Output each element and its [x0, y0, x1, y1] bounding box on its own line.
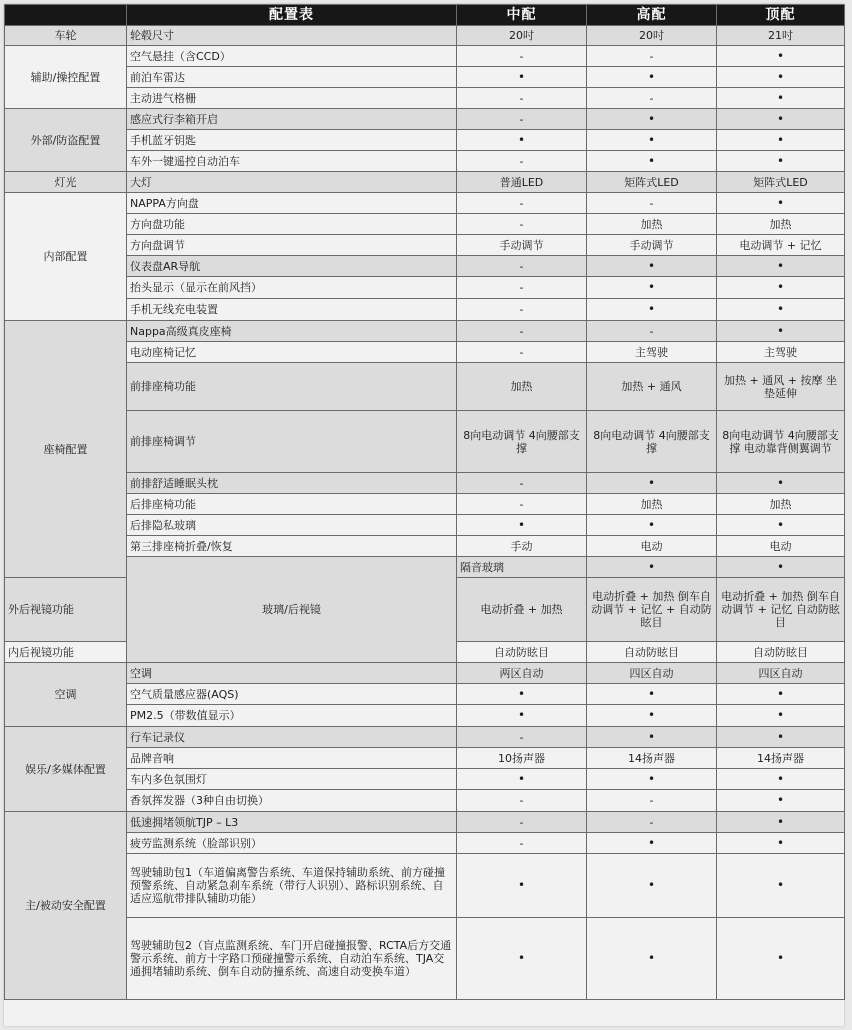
- mid-trim-value: -: [457, 727, 587, 748]
- category-cell: 座椅配置: [5, 321, 127, 578]
- top-trim-value: •: [717, 193, 845, 214]
- feature-name-cell: 车内多色氛围灯: [127, 769, 457, 790]
- high-trim-value: 14扬声器: [587, 748, 717, 769]
- mid-trim-value: -: [457, 256, 587, 277]
- mid-trim-value: 两区自动: [457, 663, 587, 684]
- feature-name-cell: 方向盘功能: [127, 214, 457, 235]
- high-trim-value: 加热: [587, 214, 717, 235]
- feature-name-cell: 内后视镜功能: [5, 642, 127, 663]
- mid-trim-value: -: [457, 321, 587, 342]
- table-row: [5, 299, 845, 321]
- high-trim-value: -: [587, 321, 717, 342]
- mid-trim-value: -: [457, 151, 587, 172]
- high-trim-value: -: [587, 46, 717, 67]
- header-row: [5, 5, 845, 26]
- top-trim-value: 矩阵式LED: [717, 172, 845, 193]
- high-trim-value: 四区自动: [587, 663, 717, 684]
- mid-trim-value: -: [457, 214, 587, 235]
- high-trim-value: -: [587, 790, 717, 812]
- top-trim-value: •: [717, 67, 845, 88]
- top-trim-value: •: [717, 473, 845, 494]
- mid-trim-value: 手动: [457, 536, 587, 557]
- high-trim-value: 自动防眩目: [587, 642, 717, 663]
- feature-name-cell: 感应式行李箱开启: [127, 109, 457, 130]
- high-trim-value: •: [587, 151, 717, 172]
- table-row: [5, 515, 845, 536]
- table-row: [5, 918, 845, 1000]
- table-row: [5, 748, 845, 769]
- mid-trim-value: •: [457, 705, 587, 727]
- high-trim-value: •: [587, 256, 717, 277]
- feature-name-cell: 空调: [127, 663, 457, 684]
- high-trim-value: •: [717, 557, 845, 578]
- feature-name-cell: 前排舒适睡眠头枕: [127, 473, 457, 494]
- table-row: [5, 727, 845, 748]
- high-trim-value: •: [587, 854, 717, 918]
- table-row: [5, 790, 845, 812]
- table-row: [5, 256, 845, 277]
- mid-trim-value: -: [457, 790, 587, 812]
- high-trim-value: -: [587, 88, 717, 109]
- category-cell: 外部/防盗配置: [5, 109, 127, 172]
- high-trim-value: 加热 + 通风: [587, 363, 717, 411]
- table-row: [5, 494, 845, 515]
- mid-trim-value: •: [457, 67, 587, 88]
- high-trim-value: 电动折叠 + 加热 倒车自动调节 + 记忆 + 自动防眩目: [587, 578, 717, 642]
- high-trim-value: •: [587, 727, 717, 748]
- mid-trim-value: 10扬声器: [457, 748, 587, 769]
- mid-trim-value: -: [457, 277, 587, 299]
- feature-name-cell: 前排座椅调节: [127, 411, 457, 473]
- feature-name-cell: 大灯: [127, 172, 457, 193]
- mid-trim-value: •: [457, 918, 587, 1000]
- high-trim-value: 矩阵式LED: [587, 172, 717, 193]
- top-trim-value: •: [717, 790, 845, 812]
- top-trim-value: •: [717, 88, 845, 109]
- mid-trim-value: 手动调节: [457, 235, 587, 256]
- top-trim-value: 电动折叠 + 加热 倒车自动调节 + 记忆 自动防眩目: [717, 578, 845, 642]
- top-trim-value: 14扬声器: [717, 748, 845, 769]
- table-row: [5, 342, 845, 363]
- feature-name-cell: 低速拥堵领航TJP – L3: [127, 812, 457, 833]
- high-trim-value: 电动: [587, 536, 717, 557]
- high-trim-value: -: [587, 193, 717, 214]
- table-row: [5, 130, 845, 151]
- mid-trim-value: •: [457, 854, 587, 918]
- mid-trim-value: •: [457, 684, 587, 705]
- top-trim-value: 电动: [717, 536, 845, 557]
- top-trim-value: •: [717, 515, 845, 536]
- high-trim-value: 20吋: [587, 26, 717, 46]
- top-trim-value: 电动调节 + 记忆: [717, 235, 845, 256]
- table-row: [5, 705, 845, 727]
- feature-name-cell: 空气悬挂（含CCD）: [127, 46, 457, 67]
- feature-name-cell: 方向盘调节: [127, 235, 457, 256]
- mid-trim-value: 普通LED: [457, 172, 587, 193]
- mid-trim-value: -: [457, 193, 587, 214]
- table-row: [5, 663, 845, 684]
- feature-name-cell: 电动座椅记忆: [127, 342, 457, 363]
- trim-high-header: 高配: [587, 5, 717, 26]
- mid-trim-value: -: [457, 833, 587, 854]
- feature-name-cell: 前排座椅功能: [127, 363, 457, 411]
- mid-trim-value: -: [457, 46, 587, 67]
- top-trim-value: •: [717, 46, 845, 67]
- category-cell: 娱乐/多媒体配置: [5, 727, 127, 812]
- high-trim-value: •: [587, 277, 717, 299]
- mid-trim-value: -: [457, 473, 587, 494]
- category-cell: 内部配置: [5, 193, 127, 321]
- feature-name-cell: 品牌音响: [127, 748, 457, 769]
- table-row: [5, 193, 845, 214]
- config-table: [4, 4, 845, 1000]
- feature-name-cell: 空气质量感应器(AQS): [127, 684, 457, 705]
- feature-name-cell: Nappa高级真皮座椅: [127, 321, 457, 342]
- top-trim-value: •: [717, 705, 845, 727]
- mid-trim-value: -: [457, 299, 587, 321]
- top-trim-value: •: [717, 299, 845, 321]
- top-trim-value: •: [717, 256, 845, 277]
- category-cell: 主/被动安全配置: [5, 812, 127, 1000]
- high-trim-value: •: [587, 705, 717, 727]
- high-trim-value: •: [587, 130, 717, 151]
- high-trim-value: •: [587, 684, 717, 705]
- feature-name-cell: 后排隐私玻璃: [127, 515, 457, 536]
- mid-trim-value: -: [457, 812, 587, 833]
- top-trim-value: •: [717, 130, 845, 151]
- mid-trim-value: 电动折叠 + 加热: [457, 578, 587, 642]
- category-cell: 辅助/操控配置: [5, 46, 127, 109]
- mid-trim-value: •: [457, 769, 587, 790]
- feature-name-cell: 抬头显示（显示在前风挡）: [127, 277, 457, 299]
- category-cell: 车轮: [5, 26, 127, 46]
- feature-name-cell: 隔音玻璃: [457, 557, 587, 578]
- header-blank: [5, 5, 127, 26]
- table-row: [5, 235, 845, 256]
- top-trim-value: •: [717, 918, 845, 1000]
- spec-sheet: [4, 4, 844, 1026]
- table-row: [5, 172, 845, 193]
- high-trim-value: -: [587, 812, 717, 833]
- top-trim-value: 主驾驶: [717, 342, 845, 363]
- table-row: [5, 684, 845, 705]
- top-trim-value: 加热: [717, 494, 845, 515]
- high-trim-value: 8向电动调节 4向腰部支撑: [587, 411, 717, 473]
- feature-name-cell: 行车记录仪: [127, 727, 457, 748]
- top-trim-value: 加热: [717, 214, 845, 235]
- high-trim-value: 加热: [587, 494, 717, 515]
- table-row: [5, 321, 845, 342]
- top-trim-value: •: [717, 854, 845, 918]
- mid-trim-value: 20吋: [457, 26, 587, 46]
- table-row: [5, 363, 845, 411]
- table-row: [5, 473, 845, 494]
- mid-trim-value: •: [457, 515, 587, 536]
- category-cell: 空调: [5, 663, 127, 727]
- feature-name-cell: 第三排座椅折叠/恢复: [127, 536, 457, 557]
- feature-name-cell: 手机无线充电装置: [127, 299, 457, 321]
- table-row: [5, 854, 845, 918]
- table-row: [5, 46, 845, 67]
- feature-name-cell: PM2.5（带数值显示）: [127, 705, 457, 727]
- table-row: [5, 833, 845, 854]
- high-trim-value: •: [587, 299, 717, 321]
- top-trim-value: •: [717, 277, 845, 299]
- top-trim-value: •: [717, 321, 845, 342]
- top-trim-value: •: [717, 833, 845, 854]
- feature-name-cell: 香氛挥发器（3种自由切换）: [127, 790, 457, 812]
- top-trim-value: •: [717, 151, 845, 172]
- mid-trim-value: •: [457, 130, 587, 151]
- feature-name-cell: 外后视镜功能: [5, 578, 127, 642]
- high-trim-value: 主驾驶: [587, 342, 717, 363]
- feature-name-cell: 手机蓝牙钥匙: [127, 130, 457, 151]
- high-trim-value: •: [587, 833, 717, 854]
- high-trim-value: •: [587, 67, 717, 88]
- table-title: 配置表: [127, 5, 457, 26]
- mid-trim-value: 自动防眩目: [457, 642, 587, 663]
- top-trim-value: 21吋: [717, 26, 845, 46]
- category-cell: 玻璃/后视镜: [127, 557, 457, 663]
- high-trim-value: •: [587, 109, 717, 130]
- feature-name-cell: 仪表盘AR导航: [127, 256, 457, 277]
- mid-trim-value: •: [587, 557, 717, 578]
- trim-top-header: 顶配: [717, 5, 845, 26]
- feature-name-cell: 轮毂尺寸: [127, 26, 457, 46]
- feature-name-cell: 车外一键遥控自动泊车: [127, 151, 457, 172]
- mid-trim-value: -: [457, 494, 587, 515]
- feature-name-cell: 主动进气格栅: [127, 88, 457, 109]
- table-row: [5, 812, 845, 833]
- category-cell: 灯光: [5, 172, 127, 193]
- top-trim-value: 加热 + 通风 + 按摩 坐垫延伸: [717, 363, 845, 411]
- table-row: [5, 67, 845, 88]
- top-trim-value: 自动防眩目: [717, 642, 845, 663]
- table-row: [5, 151, 845, 172]
- feature-name-cell: 驾驶辅助包1（车道偏离警告系统、车道保持辅助系统、前方碰撞预警系统、自动紧急刹车系统（带行人识别）、路标识别系统、自适应巡航带排队辅助功能）: [127, 854, 457, 918]
- trim-mid-header: 中配: [457, 5, 587, 26]
- high-trim-value: •: [587, 918, 717, 1000]
- high-trim-value: •: [587, 769, 717, 790]
- top-trim-value: 8向电动调节 4向腰部支撑 电动靠背侧翼调节: [717, 411, 845, 473]
- mid-trim-value: -: [457, 88, 587, 109]
- high-trim-value: •: [587, 473, 717, 494]
- feature-name-cell: 疲劳监测系统（脸部识别）: [127, 833, 457, 854]
- table-row: [5, 557, 845, 578]
- mid-trim-value: -: [457, 342, 587, 363]
- table-row: [5, 26, 845, 46]
- table-row: [5, 277, 845, 299]
- table-row: [5, 214, 845, 235]
- mid-trim-value: 8向电动调节 4向腰部支撑: [457, 411, 587, 473]
- top-trim-value: •: [717, 727, 845, 748]
- table-row: [5, 411, 845, 473]
- top-trim-value: •: [717, 109, 845, 130]
- feature-name-cell: NAPPA方向盘: [127, 193, 457, 214]
- mid-trim-value: -: [457, 109, 587, 130]
- feature-name-cell: 前泊车雷达: [127, 67, 457, 88]
- table-body: [5, 26, 845, 1000]
- high-trim-value: 手动调节: [587, 235, 717, 256]
- top-trim-value: •: [717, 769, 845, 790]
- feature-name-cell: 驾驶辅助包2（盲点监测系统、车门开启碰撞报警、RCTA后方交通警示系统、前方十字路口预碰撞警示系统、自动泊车系统、TJA交通拥堵辅助系统、倒车自动防撞系统、高速自动变换车道）: [127, 918, 457, 1000]
- top-trim-value: 四区自动: [717, 663, 845, 684]
- mid-trim-value: 加热: [457, 363, 587, 411]
- top-trim-value: •: [717, 684, 845, 705]
- feature-name-cell: 后排座椅功能: [127, 494, 457, 515]
- top-trim-value: •: [717, 812, 845, 833]
- table-row: [5, 109, 845, 130]
- high-trim-value: •: [587, 515, 717, 536]
- table-row: [5, 536, 845, 557]
- table-row: [5, 769, 845, 790]
- table-row: [5, 88, 845, 109]
